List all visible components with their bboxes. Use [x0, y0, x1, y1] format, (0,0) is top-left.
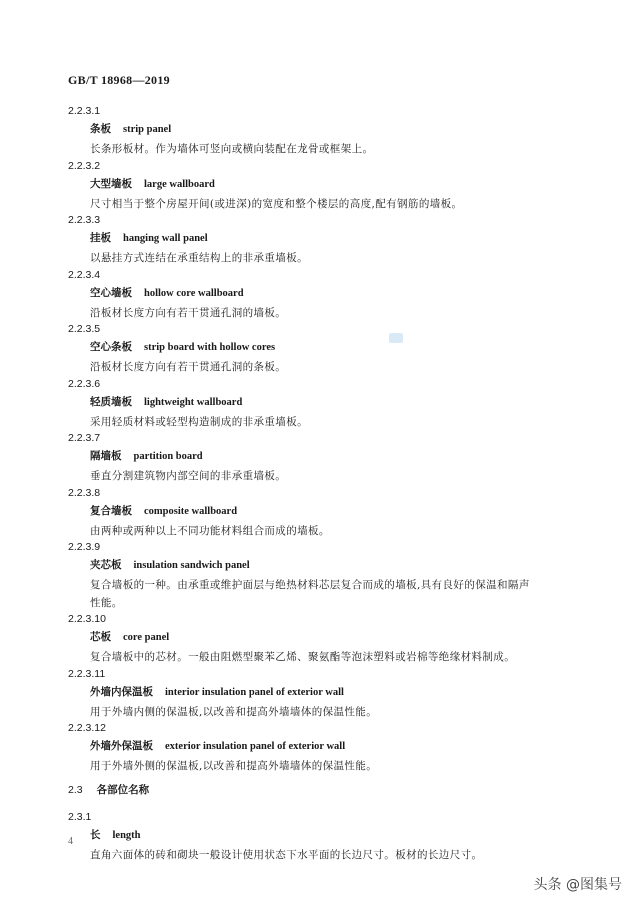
term-english: partition board [133, 451, 203, 462]
term-english: length [112, 829, 141, 841]
document-body [68, 105, 588, 865]
term-chinese: 空心条板 [90, 341, 132, 353]
term-title [90, 559, 588, 572]
term-title [90, 396, 588, 409]
term-title [90, 829, 588, 842]
term-entry [68, 432, 588, 486]
term-english: strip panel [123, 124, 172, 135]
term-number: 2.3.1 [68, 810, 92, 823]
term-chinese: 挂板 [90, 232, 111, 244]
term-english: interior insulation panel of exterior wall [165, 686, 344, 698]
term-number: 2.2.3.3 [68, 214, 101, 226]
term-entry [68, 541, 588, 612]
term-chinese: 夹芯板 [90, 559, 122, 571]
term-english: insulation sandwich panel [133, 560, 250, 571]
section-number: 2.3 [68, 783, 83, 796]
term-title [90, 450, 588, 463]
term-number: 2.2.3.2 [68, 159, 101, 172]
term-number: 2.2.3.6 [68, 377, 101, 390]
term-english: hollow core wallboard [144, 287, 244, 299]
term-title [90, 740, 588, 753]
term-definition: 尺寸相当于整个房屋开间(或进深)的宽度和整个楼层的高度,配有钢筋的墙板。 [90, 197, 463, 210]
term-chinese: 大型墙板 [90, 177, 132, 190]
term-definition: 复合墙板中的芯材。一般由阻燃型聚苯乙烯、聚氨酯等泡沫塑料或岩棉等绝缘材料制成。 [90, 651, 516, 663]
term-entry [68, 323, 588, 377]
term-chinese: 空心墙板 [90, 286, 132, 299]
term-title [90, 232, 588, 245]
term-entry [68, 487, 588, 541]
term-entry [68, 160, 588, 214]
term-entry [68, 613, 588, 667]
section-heading [68, 784, 588, 797]
term-title [90, 631, 588, 644]
term-definition: 以悬挂方式连结在承重结构上的非承重墙板。 [90, 252, 308, 264]
term-definition: 长条形板材。作为墙体可竖向或横向装配在龙骨或框架上。 [90, 143, 374, 155]
term-definition: 沿板材长度方向有若干贯通孔洞的条板。 [90, 361, 287, 373]
term-definition: 性能。 [90, 596, 123, 609]
term-chinese: 复合墙板 [90, 504, 132, 517]
term-number: 2.2.3.1 [68, 105, 101, 117]
term-english: composite wallboard [144, 505, 238, 517]
term-definition: 垂直分割建筑物内部空间的非承重墙板。 [90, 470, 287, 482]
term-english: exterior insulation panel of exterior wall [165, 741, 346, 752]
term-number: 2.2.3.4 [68, 268, 101, 281]
term-chinese: 外墙外保温板 [90, 740, 153, 752]
term-definition: 直角六面体的砖和砌块一般设计使用状态下水平面的长边尺寸。板材的长边尺寸。 [90, 848, 483, 861]
term-chinese: 长 [90, 828, 101, 841]
term-number: 2.2.3.8 [68, 486, 101, 499]
section-entries [68, 811, 588, 865]
term-definition: 用于外墙内侧的保温板,以改善和提高外墙墙体的保温性能。 [90, 705, 378, 718]
term-title [90, 341, 588, 354]
term-english: lightweight wallboard [144, 396, 243, 408]
term-english: core panel [123, 632, 170, 643]
term-chinese: 轻质墙板 [90, 395, 132, 408]
term-entry [68, 378, 588, 432]
term-chinese: 隔墙板 [90, 450, 122, 462]
source-watermark: 头条 @图集号 [533, 877, 622, 893]
term-definition: 由两种或两种以上不同功能材料组合而成的墙板。 [90, 524, 330, 537]
term-title [90, 686, 588, 699]
term-definition: 用于外墙外侧的保温板,以改善和提高外墙墙体的保温性能。 [90, 760, 378, 772]
section-title: 各部位名称 [96, 783, 150, 796]
term-number: 2.2.3.12 [68, 722, 106, 734]
term-entry [68, 668, 588, 722]
term-entry [68, 269, 588, 323]
term-number: 2.2.3.7 [68, 432, 101, 444]
term-chinese: 芯板 [90, 631, 111, 643]
term-entry [68, 811, 588, 865]
term-number: 2.2.3.5 [68, 323, 101, 335]
term-title [90, 505, 588, 518]
term-number: 2.2.3.11 [68, 667, 106, 680]
page-number: 4 [68, 836, 73, 847]
term-english: hanging wall panel [123, 233, 208, 244]
term-title [90, 287, 588, 300]
term-number: 2.2.3.9 [68, 541, 101, 553]
term-entry [68, 214, 588, 268]
term-title [90, 178, 588, 191]
term-definition: 采用轻质材料或轻型构造制成的非承重墙板。 [90, 415, 308, 428]
term-chinese: 外墙内保温板 [90, 685, 153, 698]
term-number: 2.2.3.10 [68, 613, 106, 625]
document-header: GB/T 18968—2019 [68, 73, 170, 87]
term-title [90, 123, 588, 136]
term-definition: 沿板材长度方向有若干贯通孔洞的墙板。 [90, 306, 287, 319]
term-english: strip board with hollow cores [144, 342, 276, 353]
term-entries [68, 105, 588, 776]
stamp-mark [389, 333, 403, 343]
term-chinese: 条板 [90, 123, 111, 135]
term-entry [68, 722, 588, 776]
term-english: large wallboard [144, 178, 215, 190]
term-definition: 复合墙板的一种。由承重或维护面层与绝热材料芯层复合而成的墙板,具有良好的保温和隔声 [90, 579, 530, 591]
term-entry [68, 105, 588, 159]
